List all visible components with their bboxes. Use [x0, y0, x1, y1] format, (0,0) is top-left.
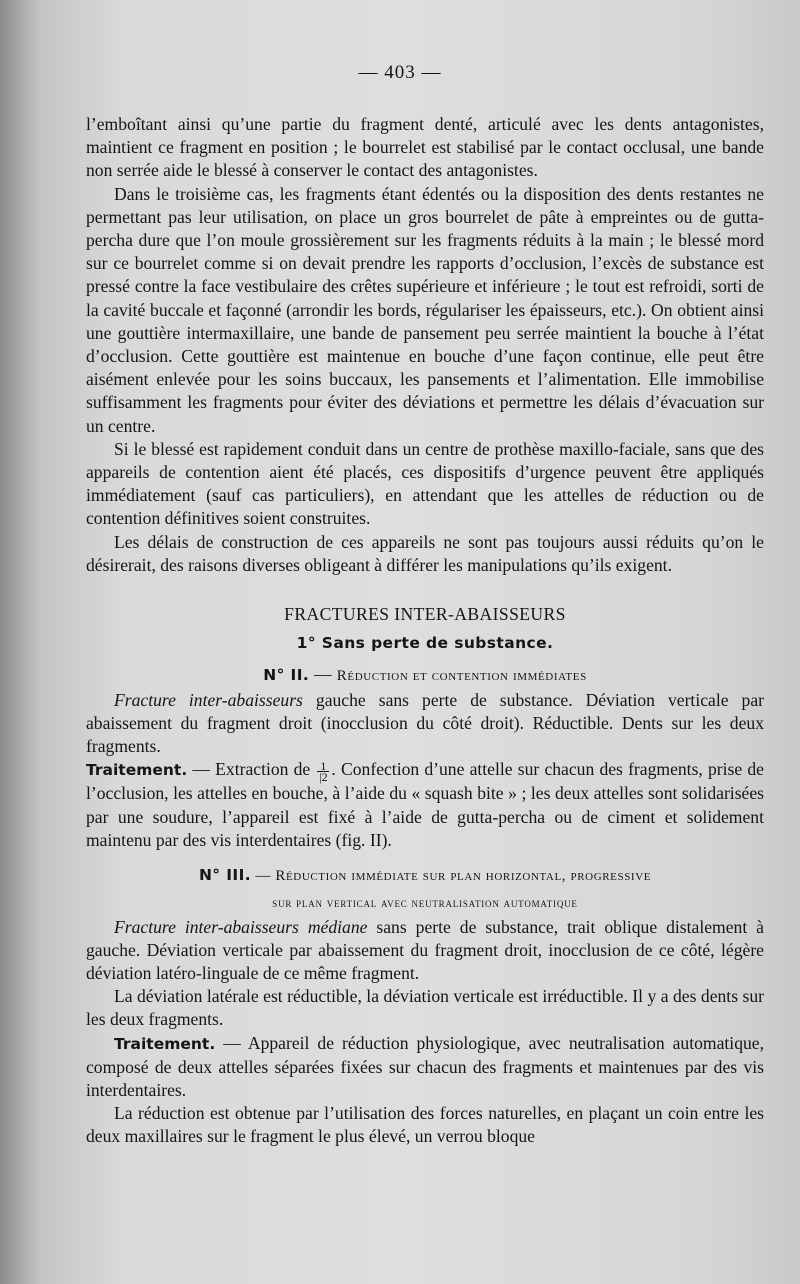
tooth-fraction — [317, 758, 329, 784]
case-heading-iii — [86, 864, 764, 888]
treatment-label: Traitement. — [86, 761, 188, 780]
paragraph: Dans le troisième cas, les fragments étant édentés ou la disposition des dents restantes ne permettant pas leur utilisation, on place un gros bourrelet de pâte à empreintes ou de gutta-percha dure que l’on moule grossièrement sur les fragments réduits à la main ; le blessé mord sur ce bourrelet comme si on devait prendre les rapports d’occlusion, l’excès de substance est pressé contre la face vestibulaire des crêtes supérieure et inférieure ; le tout est refroidi, sorti de la cavité buccale et façonné (arrondir les bords, régulariser les épaisseurs, etc.). On obtient ainsi une gouttière intermaxillaire, une bande de pansement peu serrée maintient la bouche à l’état d’occlusion. Cette gouttière est maintenue en bouche d’une façon continue, elle peut être aisément enlevée pour les soins buccaux, les pansements et l’alimentation. Elle immobilise suffisamment les fragments pour éviter des déviations et permettre les délais d’évacuation sur un centre. — [86, 183, 764, 436]
paragraph: l’emboîtant ainsi qu’une partie du fragment denté, articulé avec les dents antagonistes, maintient ce fragment en position ; le bourrelet est stabilisé par le contact occlusal, une bande non serrée aide le blessé à conserver le contact des antagonistes. — [86, 114, 764, 181]
case-description-italic: Fracture inter-abaisseurs médiane — [114, 916, 368, 937]
fraction-denominator: |2 — [319, 769, 328, 784]
section-title: FRACTURES INTER-ABAISSEURS — [284, 604, 566, 625]
treatment-label: Traitement. — [114, 1034, 216, 1053]
paragraph: Les délais de construction de ces appareils ne sont pas toujours aussi réduits qu’on le désirerait, des raisons diverses obligeant à différer les manipulations qu’ils exigent. — [86, 531, 764, 575]
case-number: N° II. — [263, 666, 310, 685]
treatment-text-post: . Confection d’une attelle sur chacun des fragments, prise de l’occlusion, les attelles en bouche, à l’aide du « squash bite » ; les deux attelles sont solidarisées par une soudure, l’appareil est fixé à l’aide de gutta-percha ou de ciment et solidement maintenu par des vis interdentaires (fig. II). — [86, 759, 764, 850]
case-title-line1: — Réduction immédiate sur plan horizontal, progressive — [251, 868, 652, 885]
case-description — [86, 916, 764, 986]
case-title-line2: sur plan vertical avec neutralisation automatique — [272, 896, 578, 911]
case-description-text: gauche sans perte de substance. Déviation verticale par abaissement du fragment droit (inocclusion du côté droit). Réductible. Dents sur les deux fragments. — [86, 689, 764, 757]
case-title: Réduction et contention immédiates — [336, 668, 587, 685]
paragraph: La déviation latérale est réductible, la déviation verticale est irréductible. Il y a des dents sur les deux fragments. — [86, 986, 764, 1030]
case-description-italic: Fracture inter-abaisseurs — [114, 689, 303, 710]
treatment-paragraph — [86, 758, 764, 852]
treatment-paragraph — [86, 1032, 764, 1103]
case-heading-ii — [86, 663, 764, 688]
paragraph: Si le blessé est rapidement conduit dans un centre de prothèse maxillo-faciale, sans que des appareils de contention aient été placés, ces dispositifs d’urgence peuvent être appliqués immédiatement (sauf cas particuliers), en attendant que les attelles de réduction ou de contention définitives soient construites. — [86, 438, 764, 529]
treatment-text: — Appareil de réduction physiologique, avec neutralisation automatique, composé de deux attelles séparées fixées sur chacun des fragments et maintenues par des vis interdentaires. — [86, 1032, 764, 1100]
section-subtitle: 1° Sans perte de substance. — [296, 634, 554, 653]
case-dash: — — [309, 664, 337, 685]
fraction-numerator: 1 — [317, 761, 329, 772]
page-body — [86, 113, 764, 1149]
case-number: N° III. — [198, 866, 252, 885]
case-description-text: sans perte de substance, trait oblique distalement à gauche. Déviation verticale par abaissement du fragment droit, inocclusion de ce côté, légère déviation latéro-linguale de ce même fragment. — [86, 916, 764, 983]
treatment-text-pre: — Extraction de — [187, 759, 316, 780]
paragraph: La réduction est obtenue par l’utilisation des forces naturelles, en plaçant un coin entre les deux maxillaires sur le fragment le plus élevé, un verrou bloque — [86, 1103, 764, 1147]
page-number: — 403 — — [358, 62, 442, 83]
case-description — [86, 689, 764, 759]
